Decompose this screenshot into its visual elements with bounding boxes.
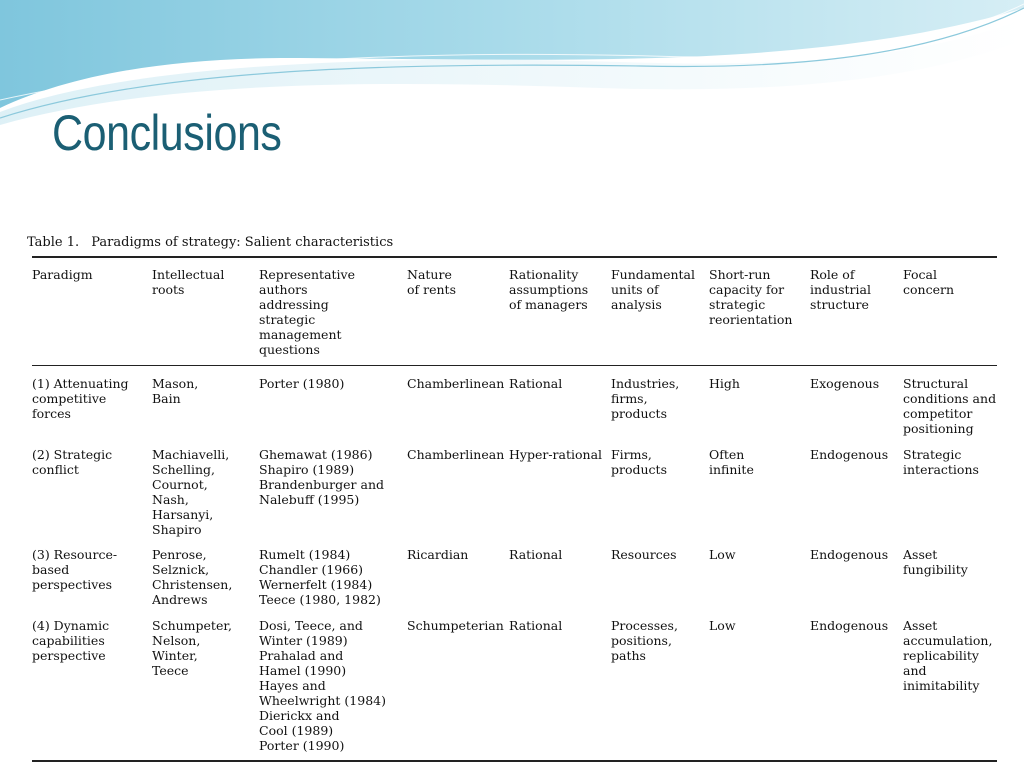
cell-rationality: Hyper-rational [509,447,603,462]
cell-rationality: Rational [509,376,563,391]
cell-units-of-analysis: Firms, products [611,447,667,477]
slide-title: Conclusions [52,105,282,161]
cell-paradigm: (2) Strategic conflict [32,447,113,477]
header-short-run-capacity: Short-run capacity for strategic reorientation [709,267,793,327]
cell-focal-concern: Structural conditions and competitor positioning [903,376,997,436]
cell-nature-of-rents: Schumpeterian [407,618,504,633]
table-caption [27,235,393,250]
cell-paradigm: (3) Resource-based perspectives [32,547,118,592]
cell-nature-of-rents: Chamberlinean [407,447,505,462]
table-caption-number: Table 1. [27,235,80,250]
cell-paradigm: (1) Attenuating competitive forces [32,376,129,421]
table-row [32,447,997,547]
cell-focal-concern: Asset accumulation, replicability and inimitability [903,618,993,693]
cell-rationality: Rational [509,618,563,633]
cell-short-run-capacity: High [709,376,740,391]
cell-representative-authors: Porter (1980) [259,376,345,391]
table-caption-text: Paradigms of strategy: Salient characteristics [91,235,394,250]
cell-units-of-analysis: Processes, positions, paths [611,618,678,663]
header-rationality-assumptions: Rationality assumptions of managers [509,267,589,312]
paradigms-table [32,262,997,758]
cell-rationality: Rational [509,547,563,562]
cell-intellectual-roots: Penrose, Selznick, Christensen, Andrews [152,547,233,607]
cell-industrial-structure: Endogenous [810,447,889,462]
table-row [32,547,997,618]
table-row [32,367,997,447]
cell-focal-concern: Asset fungibility [903,547,968,577]
header-representative-authors: Representative authors addressing strategic management questions [259,267,356,357]
cell-short-run-capacity: Often infinite [709,447,754,477]
cell-focal-concern: Strategic interactions [903,447,979,477]
cell-industrial-structure: Exogenous [810,376,880,391]
cell-intellectual-roots: Machiavelli, Schelling, Cournot, Nash, Harsanyi, Shapiro [152,447,230,537]
cell-representative-authors: Rumelt (1984) Chandler (1966) Wernerfelt (1984) Teece (1980, 1982) [259,547,381,607]
header-nature-of-rents: Nature of rents [407,267,456,297]
table-bottom-rule [32,760,997,762]
cell-paradigm: (4) Dynamic capabilities perspective [32,618,110,663]
cell-nature-of-rents: Chamberlinean [407,376,505,391]
cell-nature-of-rents: Ricardian [407,547,469,562]
cell-representative-authors: Dosi, Teece, and Winter (1989) Prahalad and Hamel (1990) Hayes and Wheelwright (1984) Dierickx and Cool (1989) Porter (1990) [259,618,386,753]
table-row [32,618,997,758]
cell-intellectual-roots: Mason, Bain [152,376,199,406]
cell-intellectual-roots: Schumpeter, Nelson, Winter, Teece [152,618,232,678]
cell-representative-authors: Ghemawat (1986) Shapiro (1989) Brandenburger and Nalebuff (1995) [259,447,384,507]
cell-units-of-analysis: Industries, firms, products [611,376,680,421]
cell-short-run-capacity: Low [709,547,736,562]
cell-industrial-structure: Endogenous [810,618,889,633]
table-top-rule [32,256,997,258]
header-paradigm: Paradigm [32,267,93,282]
header-units-of-analysis: Fundamental units of analysis [611,267,696,312]
cell-short-run-capacity: Low [709,618,736,633]
header-role-of-industrial-structure: Role of industrial structure [810,267,871,312]
header-focal-concern: Focal concern [903,267,955,297]
table-header-row [32,262,997,367]
cell-units-of-analysis: Resources [611,547,677,562]
header-intellectual-roots: Intellectual roots [152,267,225,297]
cell-industrial-structure: Endogenous [810,547,889,562]
